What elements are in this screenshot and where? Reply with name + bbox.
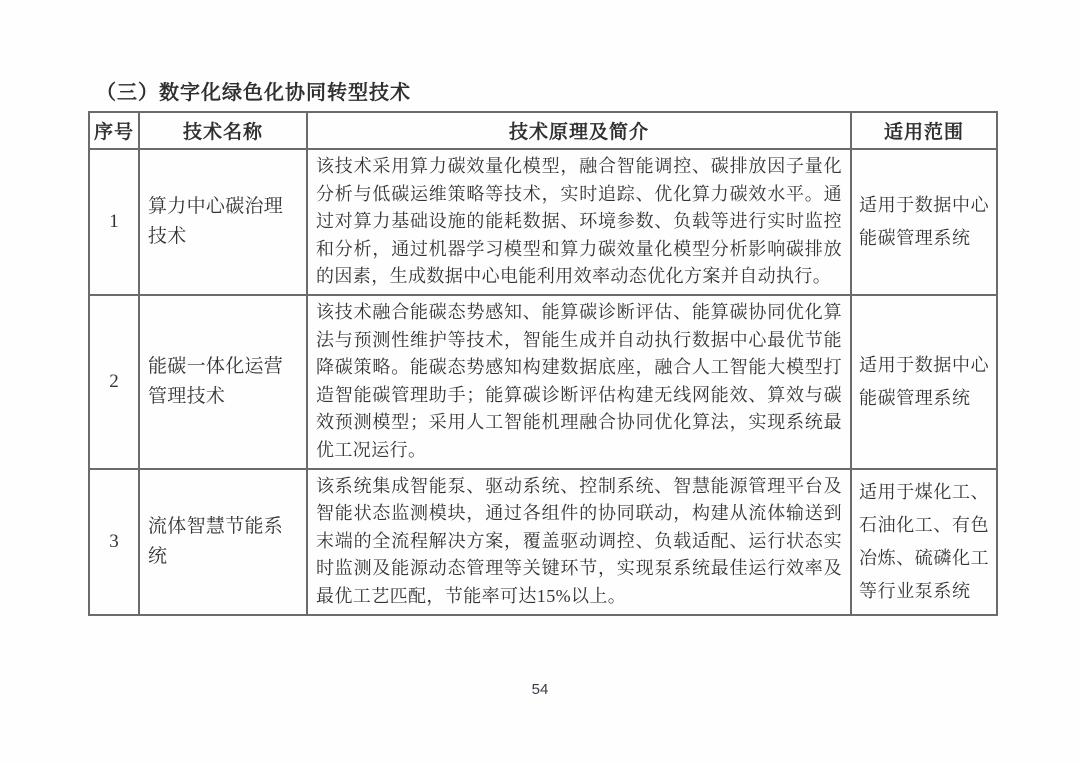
cell-principle: 该技术融合能碳态势感知、能算碳诊断评估、能算碳协同优化算法与预测性维护等技术，智能生成并自动执行数据中心最优节能降碳策略。能碳态势感知构建数据底座，融合人工智能大模型打造智能碳管理助手；能算碳诊断评估构建无线网能效、算效与碳效预测模型；采用人工智能机理融合协同优化算法，实现系统最优工况运行。	[307, 295, 851, 469]
header-technology-name: 技术名称	[139, 112, 307, 149]
table-row	[89, 149, 997, 295]
cell-scope: 适用于煤化工、石油化工、有色冶炼、硫磷化工等行业泵系统	[851, 469, 997, 615]
cell-technology-name: 能碳一体化运营管理技术	[139, 295, 307, 469]
cell-serial-number: 3	[89, 469, 139, 615]
technology-table	[88, 111, 998, 616]
section-title: （三）数字化绿色化协同转型技术	[96, 82, 411, 104]
cell-serial-number: 2	[89, 295, 139, 469]
header-principle: 技术原理及简介	[307, 112, 851, 149]
cell-technology-name: 流体智慧节能系统	[139, 469, 307, 615]
cell-principle: 该系统集成智能泵、驱动系统、控制系统、智慧能源管理平台及智能状态监测模块，通过各组件的协同联动，构建从流体输送到末端的全流程解决方案，覆盖驱动调控、负载适配、运行状态实时监测及能源动态管理等关键环节，实现泵系统最佳运行效率及最优工艺匹配，节能率可达15%以上。	[307, 469, 851, 615]
header-serial-number: 序号	[89, 112, 139, 149]
page-number: 54	[531, 681, 549, 698]
cell-technology-name: 算力中心碳治理技术	[139, 149, 307, 295]
cell-principle: 该技术采用算力碳效量化模型，融合智能调控、碳排放因子量化分析与低碳运维策略等技术，实时追踪、优化算力碳效水平。通过对算力基础设施的能耗数据、环境参数、负载等进行实时监控和分析，通过机器学习模型和算力碳效量化模型分析影响碳排放的因素，生成数据中心电能利用效率动态优化方案并自动执行。	[307, 149, 851, 295]
cell-scope: 适用于数据中心能碳管理系统	[851, 295, 997, 469]
table-row	[89, 295, 997, 469]
cell-serial-number: 1	[89, 149, 139, 295]
cell-scope: 适用于数据中心能碳管理系统	[851, 149, 997, 295]
table-header-row	[89, 112, 997, 149]
table-row	[89, 469, 997, 615]
header-scope: 适用范围	[851, 112, 997, 149]
